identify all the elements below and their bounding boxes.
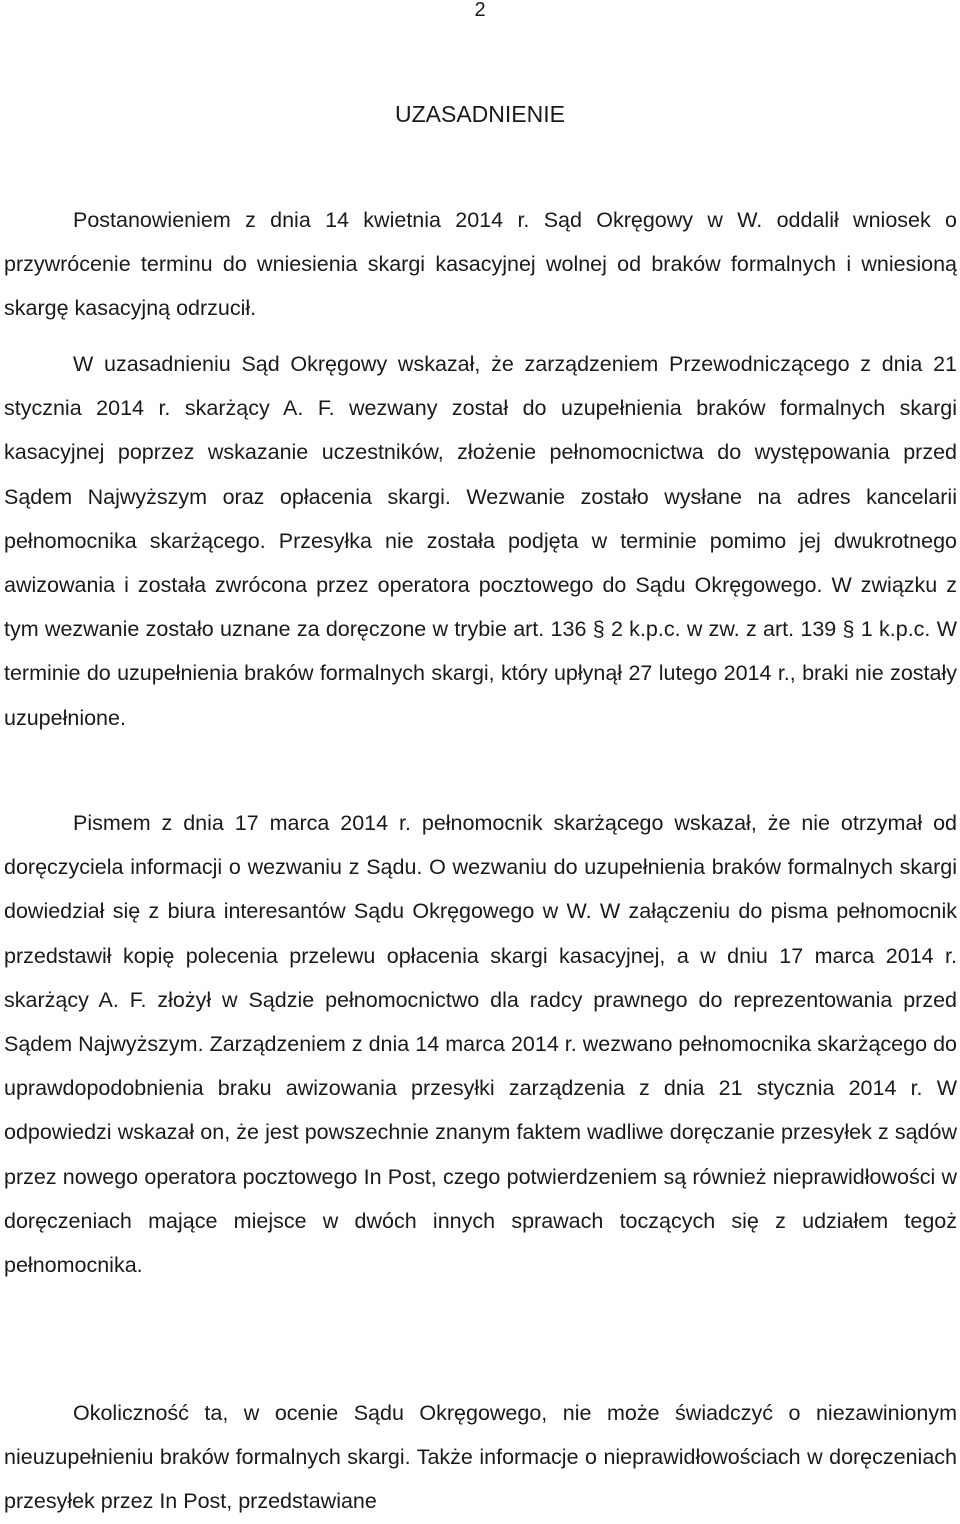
document-title: UZASADNIENIE bbox=[395, 101, 565, 127]
paragraph-text: W uzasadnieniu Sąd Okręgowy wskazał, że zarządzeniem Przewodniczącego z dnia 21 stycznia 2014 r. skarżący A. F. wezwany został do uzupełnienia braków formalnych skargi kasacyjnej poprzez wskazanie uczestników, złożenie pełnomocnictwa do występowania przed Sądem Najwyższym oraz opłacenia skargi. Wezwanie zostało wysłane na adres kancelarii pełnomocnika skarżącego. Przesyłka nie została podjęta w terminie pomimo jej dwukrotnego awizowania i została zwrócona przez operatora pocztowego do Sądu Okręgowego. W związku z tym wezwanie zostało uznane za doręczone w trybie art. 136 § 2 k.p.c. w zw. z art. 139 § 1 k.p.c. W terminie do uzupełnienia braków formalnych skargi, który upłynął 27 lutego 2014 r., braki nie zostały uzupełnione. bbox=[4, 352, 957, 730]
paragraph-text: Postanowieniem z dnia 14 kwietnia 2014 r. Sąd Okręgowy w W. oddalił wniosek o przywrócenie terminu do wniesienia skargi kasacyjnej wolnej od braków formalnych i wniesioną skargę kasacyjną odrzucił. bbox=[4, 208, 957, 321]
paragraph-text: Pismem z dnia 17 marca 2014 r. pełnomocnik skarżącego wskazał, że nie otrzymał od doręczyciela informacji o wezwaniu z Sądu. O wezwaniu do uzupełnienia braków formalnych skargi dowiedział się z biura interesantów Sądu Okręgowego w W. W załączeniu do pisma pełnomocnik przedstawił kopię polecenia przelewu opłacenia skargi kasacyjnej, a w dniu 17 marca 2014 r. skarżący A. F. złożył w Sądzie pełnomocnictwo dla radcy prawnego do reprezentowania przed Sądem Najwyższym. Zarządzeniem z dnia 14 marca 2014 r. wezwano pełnomocnika skarżącego do uprawdopodobnienia braku awizowania przesyłki zarządzenia z dnia 21 stycznia 2014 r. W odpowiedzi wskazał on, że jest powszechnie znanym faktem wadliwe doręczanie przesyłek z sądów przez nowego operatora pocztowego In Post, czego potwierdzeniem są również nieprawidłowości w doręczeniach mające miejsce w dwóch innych sprawach toczących się z udziałem tegoż pełnomocnika. bbox=[4, 811, 957, 1278]
paragraph-3 bbox=[4, 801, 957, 1287]
paragraph-text: Okoliczność ta, w ocenie Sądu Okręgowego, nie może świadczyć o niezawinionym nieuzupełnieniu braków formalnych skargi. Także informacje o nieprawidłowościach w doręczeniach przesyłek przez In Post, przedstawiane bbox=[4, 1401, 957, 1514]
paragraph-4 bbox=[4, 1391, 957, 1524]
paragraph-2 bbox=[4, 342, 957, 740]
page-number: 2 bbox=[474, 0, 486, 21]
paragraph-1 bbox=[4, 198, 957, 331]
